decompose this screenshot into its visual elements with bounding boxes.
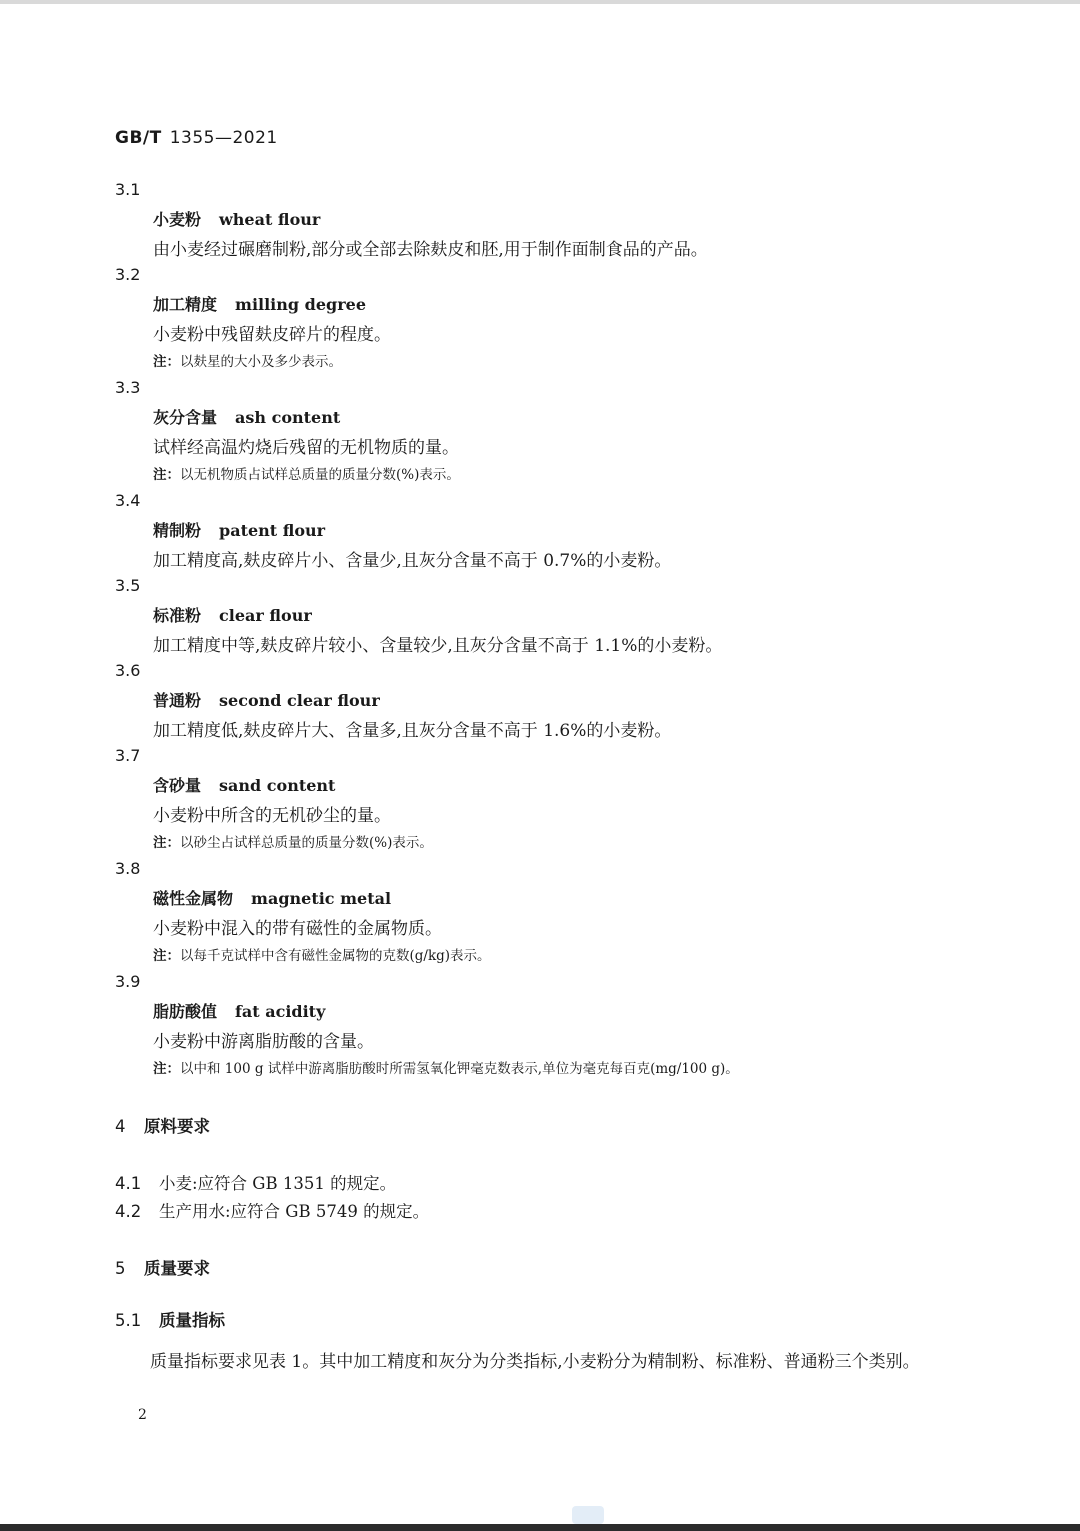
term-english: clear flour — [219, 606, 312, 625]
body-paragraph: 质量指标要求见表 1。其中加工精度和灰分为分类指标,小麦粉分为精制粉、标准粉、普通粉三个类别。 — [150, 1352, 920, 1372]
definition-note — [153, 1057, 739, 1077]
definition-text: 由小麦经过碾磨制粉,部分或全部去除麸皮和胚,用于制作面制食品的产品。 — [153, 240, 708, 260]
term-heading — [153, 999, 325, 1022]
term-heading — [153, 292, 366, 315]
page-bottom-border — [0, 1524, 1080, 1531]
term-chinese: 精制粉 — [153, 521, 202, 540]
definition-text: 加工精度高,麸皮碎片小、含量少,且灰分含量不高于 0.7%的小麦粉。 — [153, 551, 672, 571]
clause-number: 3.2 — [115, 265, 141, 284]
note-label: 注： — [153, 1061, 180, 1077]
clause-text: 生产用水:应符合 GB 5749 的规定。 — [159, 1202, 430, 1221]
term-chinese: 小麦粉 — [153, 210, 202, 229]
note-text: 以每千克试样中含有磁性金属物的克数(g/kg)表示。 — [180, 948, 491, 964]
term-heading — [153, 405, 340, 428]
term-heading — [153, 773, 335, 796]
clause-number: 3.3 — [115, 378, 141, 397]
term-english: ash content — [235, 408, 341, 427]
term-english: wheat flour — [219, 210, 321, 229]
term-chinese: 磁性金属物 — [153, 889, 234, 908]
definition-note — [153, 831, 433, 851]
definition-note — [153, 944, 491, 964]
clause-text: 小麦:应符合 GB 1351 的规定。 — [159, 1174, 397, 1193]
term-chinese: 脂肪酸值 — [153, 1002, 218, 1021]
definition-text: 小麦粉中残留麸皮碎片的程度。 — [153, 325, 391, 345]
definition-text: 加工精度中等,麸皮碎片较小、含量较少,且灰分含量不高于 1.1%的小麦粉。 — [153, 636, 723, 656]
clause-item — [115, 1198, 429, 1222]
term-english: magnetic metal — [251, 889, 392, 908]
term-chinese: 加工精度 — [153, 295, 218, 314]
term-heading — [153, 518, 325, 541]
term-heading — [153, 886, 391, 909]
term-english: second clear flour — [219, 691, 380, 710]
clause-number: 3.4 — [115, 491, 141, 510]
definition-text: 试样经高温灼烧后残留的无机物质的量。 — [153, 438, 459, 458]
clause-number: 3.1 — [115, 180, 141, 199]
standard-number: 1355—2021 — [169, 128, 278, 148]
section-heading-5 — [115, 1255, 210, 1279]
note-label: 注： — [153, 948, 180, 964]
note-label: 注： — [153, 467, 180, 483]
term-chinese: 灰分含量 — [153, 408, 218, 427]
clause-number: 4.1 — [115, 1174, 142, 1193]
term-heading — [153, 688, 380, 711]
clause-number: 3.6 — [115, 661, 141, 680]
clause-number: 3.5 — [115, 576, 141, 595]
term-chinese: 含砂量 — [153, 776, 202, 795]
note-text: 以麸星的大小及多少表示。 — [180, 354, 342, 370]
term-chinese: 普通粉 — [153, 691, 202, 710]
section-title: 质量要求 — [144, 1259, 210, 1278]
standard-header — [115, 128, 278, 148]
note-text: 以砂尘占试样总质量的质量分数(%)表示。 — [180, 835, 433, 851]
clause-item — [115, 1170, 396, 1194]
note-label: 注： — [153, 835, 180, 851]
term-heading — [153, 207, 320, 230]
term-english: milling degree — [235, 295, 366, 314]
definition-note — [153, 350, 342, 370]
term-english: sand content — [219, 776, 336, 795]
watermark-logo — [572, 1506, 604, 1524]
section-number: 5 — [115, 1259, 126, 1278]
definition-note — [153, 463, 460, 483]
section-number: 4 — [115, 1117, 126, 1136]
note-label: 注： — [153, 354, 180, 370]
section-title: 原料要求 — [144, 1117, 210, 1136]
term-heading — [153, 603, 312, 626]
note-text: 以中和 100 g 试样中游离脂肪酸时所需氢氧化钾毫克数表示,单位为毫克每百克(mg/100 g)。 — [180, 1061, 739, 1077]
term-english: patent flour — [219, 521, 326, 540]
subsection-title: 质量指标 — [159, 1311, 225, 1330]
page-top-border — [0, 0, 1080, 4]
definition-text: 小麦粉中游离脂肪酸的含量。 — [153, 1032, 374, 1052]
term-chinese: 标准粉 — [153, 606, 202, 625]
page-number: 2 — [138, 1407, 147, 1423]
definition-text: 小麦粉中混入的带有磁性的金属物质。 — [153, 919, 442, 939]
clause-number: 3.8 — [115, 859, 141, 878]
definition-text: 加工精度低,麸皮碎片大、含量多,且灰分含量不高于 1.6%的小麦粉。 — [153, 721, 672, 741]
subsection-number: 5.1 — [115, 1311, 142, 1330]
subsection-heading — [115, 1307, 225, 1331]
clause-number: 3.9 — [115, 972, 141, 991]
note-text: 以无机物质占试样总质量的质量分数(%)表示。 — [180, 467, 460, 483]
definition-text: 小麦粉中所含的无机砂尘的量。 — [153, 806, 391, 826]
section-heading-4 — [115, 1113, 210, 1137]
clause-number: 4.2 — [115, 1202, 142, 1221]
standard-code: GB/T — [115, 128, 162, 148]
term-english: fat acidity — [235, 1002, 326, 1021]
clause-number: 3.7 — [115, 746, 141, 765]
